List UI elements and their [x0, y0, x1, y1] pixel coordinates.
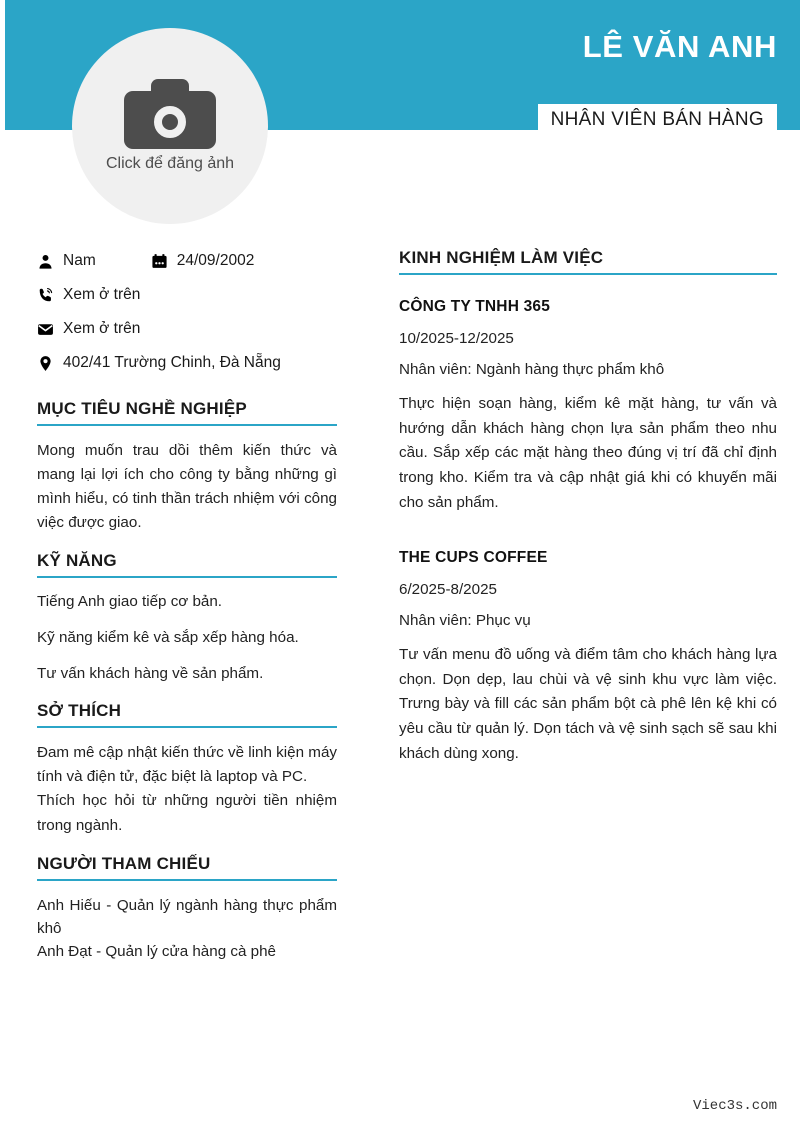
list-item: Kỹ năng kiểm kê và sắp xếp hàng hóa.: [37, 628, 299, 646]
section-divider: [37, 424, 337, 426]
address-value: 402/41 Trường Chinh, Đà Nẵng: [63, 354, 281, 372]
contact-row-phone: [37, 282, 337, 309]
photo-upload-label: Click để đăng ảnh: [105, 155, 235, 172]
birthdate-value: 24/09/2002: [176, 252, 255, 270]
section-title-references: NGƯỜI THAM CHIẾU: [37, 853, 211, 873]
location-pin-icon: [37, 353, 63, 375]
phone-value: Xem ở trên: [63, 286, 141, 304]
job-description: Thực hiện soạn hàng, kiểm kê mặt hàng, tư vấn và hướng dẫn khách hàng chọn lựa sản phẩm theo nhu cầu. Sắp xếp các mặt hàng theo đúng vị trí đã chỉ định trong kho. Kiểm tra và cập nhật giá khi có khuyến mãi cho sản phẩm.: [399, 395, 777, 511]
section-title-objective: MỤC TIÊU NGHỀ NGHIỆP: [37, 399, 247, 418]
section-title-experience: KINH NGHIỆM LÀM VIỆC: [399, 248, 604, 267]
section-divider: [37, 576, 337, 578]
contact-row-address: [37, 350, 337, 377]
job-description: Tư vấn menu đồ uống và điểm tâm cho khách hàng lựa chọn. Dọn dẹp, lau chùi và vệ sinh khu vực làm việc. Trưng bày và fill các sản phẩm bột cà phê lên kệ khi có yêu cầu từ quản lý. Dọn tách và vệ sinh sạch sẽ sau khi khách dùng xong.: [399, 646, 777, 762]
section-divider: [37, 879, 337, 881]
list-item: Anh Đạt - Quản lý cửa hàng cà phê: [37, 942, 276, 960]
job-dates: 10/2025-12/2025: [399, 330, 514, 347]
list-item: Tiếng Anh giao tiếp cơ bản.: [37, 593, 223, 611]
hobby-paragraph: Đam mê cập nhật kiến thức về linh kiện máy tính và điện tử, đặc biệt là laptop và PC.: [37, 744, 337, 786]
section-objective: [37, 399, 337, 535]
contact-row-email: [37, 316, 337, 343]
person-icon: [37, 251, 63, 273]
job-role: Nhân viên: Phục vụ: [399, 612, 531, 630]
email-value: Xem ở trên: [63, 320, 141, 338]
experience-item: [399, 549, 777, 766]
list-item: Tư vấn khách hàng về sản phẩm.: [37, 664, 264, 682]
section-title-hobbies: SỞ THÍCH: [37, 701, 122, 721]
photo-upload-placeholder[interactable]: [72, 28, 268, 224]
calendar-icon: [151, 251, 177, 273]
section-hobbies: [37, 701, 337, 837]
envelope-icon: [37, 319, 63, 341]
page-title: LÊ VĂN ANH: [582, 29, 777, 64]
phone-icon: [37, 285, 63, 307]
footer-watermark: Viec3s.com: [692, 1098, 777, 1114]
right-column: [399, 248, 777, 792]
gender-value: Nam: [63, 252, 96, 270]
section-skills: [37, 551, 337, 685]
section-divider: [37, 726, 337, 728]
left-column: [37, 248, 337, 963]
job-company: CÔNG TY TNHH 365: [399, 298, 551, 315]
section-references: [37, 854, 337, 963]
section-divider: [399, 273, 777, 275]
job-company: THE CUPS COFFEE: [399, 549, 548, 567]
section-title-skills: KỸ NĂNG: [37, 551, 117, 571]
experience-item: [399, 298, 777, 515]
section-experience: [399, 248, 777, 766]
objective-text: Mong muốn trau dồi thêm kiến thức và mang lại lợi ích cho công ty bằng những gì mình hiểu, có tinh thần trách nhiệm với công việc được giao.: [37, 442, 337, 532]
contact-block: [37, 248, 337, 377]
hobby-paragraph: Thích học hỏi từ những người tiền nhiệm trong ngành.: [37, 792, 337, 834]
camera-icon: [124, 79, 216, 149]
contact-row-gender-birthdate: [37, 248, 337, 275]
job-dates: 6/2025-8/2025: [399, 581, 497, 599]
job-title-badge: NHÂN VIÊN BÁN HÀNG: [538, 104, 777, 137]
list-item: Anh Hiếu - Quản lý ngành hàng thực phẩm khô: [37, 896, 337, 937]
job-role: Nhân viên: Ngành hàng thực phẩm khô: [399, 361, 665, 378]
